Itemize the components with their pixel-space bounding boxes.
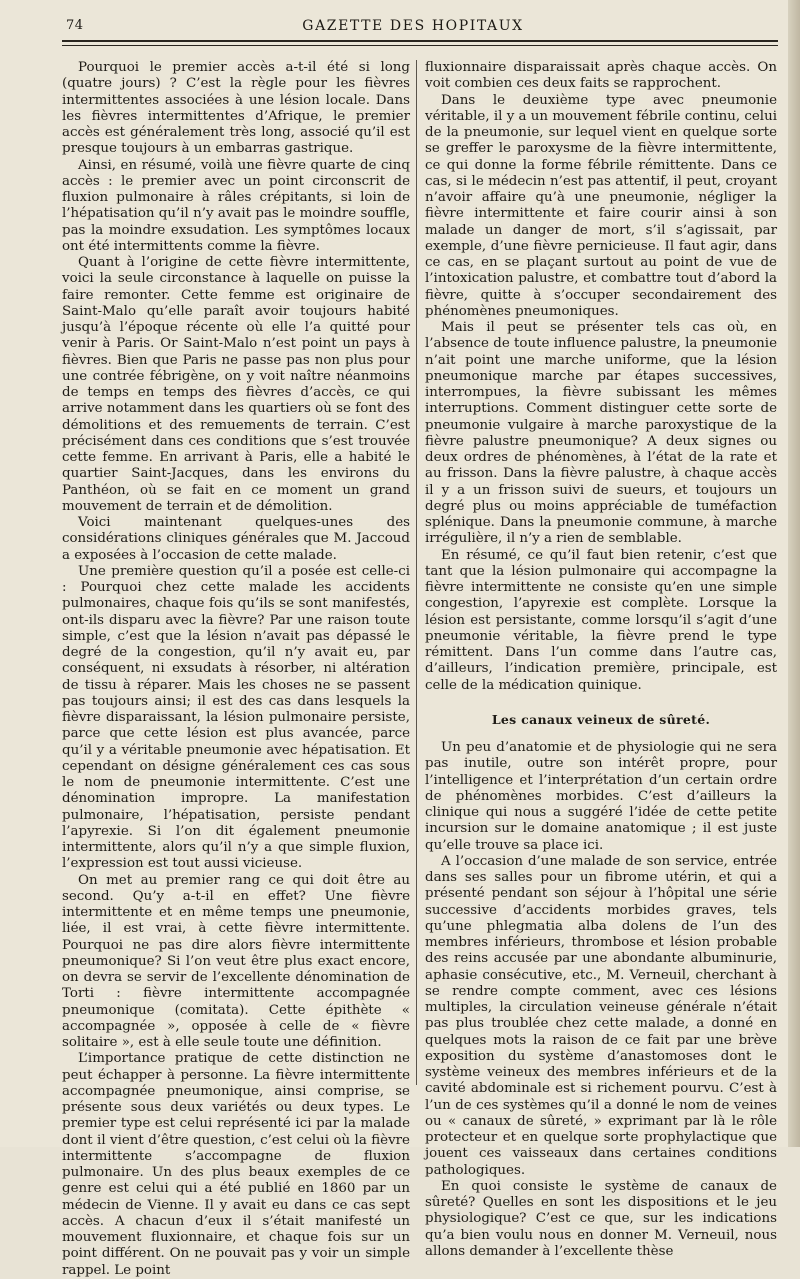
running-title: GAZETTE DES HOPITAUX	[302, 18, 524, 34]
header-rule	[62, 40, 778, 46]
paragraph: En quoi consiste le système de canaux de sûreté? Quelles en sont les dispositions et le jeu physiologique? C’est ce que, sur les indications qu’a bien voulu nous en donner M. Verneuil, nous allons demander à l’excellente thèse	[425, 1178, 777, 1259]
left-column	[62, 60, 410, 1279]
right-column	[425, 60, 777, 1260]
page-number: 74	[66, 18, 84, 33]
section-title: Les canaux veineux de sûreté.	[491, 711, 711, 727]
paragraph: Une première question qu’il a posée est celle-ci : Pourquoi chez cette malade les accidents pulmonaires, chaque fois qu’ils se sont manifestés, ont-ils disparu avec la fièvre? Par une raison toute simple, c’est que la lésion n’avait pas dépassé le degré de la congestion, qu’il n’y avait eu, par conséquent, ni exsudats à résorber, ni altération de tissu à réparer. Mais les choses ne se passent pas toujours ainsi; il est des cas dans lesquels la fièvre disparaissant, la lésion pulmonaire persiste, parce que cette lésion est plus avancée, parce qu’il y a véritable pneumonie avec hépatisation. Et cependant on désigne généralement ces cas sous le nom de pneumonie intermittente. C’est une dénomination impropre. La manifestation pulmonaire, l’hépatisation, persiste pendant l’apyrexie. Si l’on dit également pneumonie intermittente, alors qu’il n’y a que simple fluxion, l’expression est tout aussi vicieuse.	[62, 563, 410, 872]
paragraph: Pourquoi le premier accès a-t-il été si long (quatre jours) ? C’est la règle pour les fièvres intermittentes associées à une lésion locale. Dans les fièvres intermittentes d’Afrique, le premier accès est généralement très long, associé qu’il est presque toujours à un embarras gastrique.	[62, 60, 410, 157]
paragraph: On met au premier rang ce qui doit être au second. Qu’y a-t-il en effet? Une fièvre intermittente et en même temps une pneumonie, liée, il est vrai, à cette fièvre intermittente. Pourquoi ne pas dire alors fièvre intermittente pneumonique? Si l’on veut être plus exact encore, on devra se servir de l’excellente dénomination de Torti : fièvre intermittente accompagnée pneumonique (comitata). Cette épithète « accompagnée », opposée à celle de « fièvre solitaire », est à elle seule toute une définition.	[62, 872, 410, 1050]
paragraph: A l’occasion d’une malade de son service, entrée dans ses salles pour un fibrome utérin, et qui a présenté pendant son séjour à l’hôpital une série successive d’accidents morbides graves, tels qu’une phlegmatia alba dolens de l’un des membres inférieurs, thrombose et lésion probable des reins accusée par une abondante albuminurie, aphasie consécutive, etc., M. Verneuil, cherchant à se rendre compte comment, avec ces lésions multiples, la circulation veineuse générale n’était pas plus troublée chez cette malade, a donné en quelques mots la raison de ce fait par une brève exposition du système d’anastomoses dont le système veineux des membres inférieurs et de la cavité abdominale est si richement pourvu. C’est à l’un de ces systèmes qu’il a donné le nom de veines ou « canaux de sûreté, » exprimant par là le rôle protecteur et en quelque sorte prophylactique que jouent ces vaisseaux dans certaines conditions pathologiques.	[425, 853, 777, 1178]
paragraph: Dans le deuxième type avec pneumonie véritable, il y a un mouvement fébrile continu, celui de la pneumonie, sur lequel vient en quelque sorte se greffer le paroxysme de la fièvre intermittente, ce qui donne la forme fébrile rémittente. Dans ce cas, si le médecin n’est pas attentif, il peut, croyant n’avoir affaire qu’à une pneumonie, négliger la fièvre intermittente et faire courir ainsi à son malade un danger de mort, s’il s’agissait, par exemple, d’une fièvre pernicieuse. Il faut agir, dans ce cas, en se plaçant surtout au point de vue de l’intoxication palustre, et combattre tout d’abord la fièvre, quitte à s’occuper secondairement des phénomènes pneumoniques.	[425, 92, 777, 319]
paragraph: Un peu d’anatomie et de physiologie qui ne sera pas inutile, outre son intérêt propre, pour l’intelligence et l’interprétation d’un certain ordre de phénomènes morbides. C’est d’ailleurs la clinique qui nous a suggéré l’idée de cette petite incursion sur le domaine anatomique ; il est juste qu’elle trouve sa place ici.	[425, 740, 777, 853]
column-divider	[416, 60, 417, 1085]
page-header	[48, 18, 778, 40]
page-edge-shadow	[788, 0, 800, 1147]
paragraph: L’importance pratique de cette distinction ne peut échapper à personne. La fièvre intermittente accompagnée pneumonique, ainsi comprise, se présente sous deux variétés ou deux types. Le premier type est celui représenté ici par la malade dont il vient d’être question, c’est celui où la fièvre intermittente s’accompagne de fluxion pulmonaire. Un des plus beaux exemples de ce genre est celui qui a été publié en 1860 par un médecin de Vienne. Il y avait eu dans ce cas sept accès. A chacun d’eux il s’était manifesté un mouvement fluxionnaire, et chaque fois sur un point différent. On ne pouvait pas y voir un simple rappel. Le point	[62, 1051, 410, 1278]
paragraph: Voici maintenant quelques-unes des considérations cliniques générales que M. Jaccoud a exposées à l’occasion de cette malade.	[62, 515, 410, 563]
paragraph: Ainsi, en résumé, voilà une fièvre quarte de cinq accès : le premier avec un point circonscrit de fluxion pulmonaire à râles crépitants, si loin de l’hépatisation qu’il n’y avait pas le moindre souffle, pas la moindre exsudation. Les symptômes locaux ont été intermittents comme la fièvre.	[62, 157, 410, 254]
paragraph: fluxionnaire disparaissait après chaque accès. On voit combien ces deux faits se rapprochent.	[425, 60, 777, 92]
paragraph: Mais il peut se présenter tels cas où, en l’absence de toute influence palustre, la pneumonie n’ait point une marche uniforme, que la lésion pneumonique marche par étapes successives, interrompues, la fièvre subissant les mêmes interruptions. Comment distinguer cette sorte de pneumonie vulgaire à marche paroxystique de la fièvre palustre pneumonique? A deux signes ou deux ordres de phénomènes, à l’état de la rate et au frisson. Dans la fièvre palustre, à chaque accès il y a un frisson suivi de sueurs, et toujours un degré plus ou moins appréciable de tuméfaction splénique. Dans la pneumonie commune, à marche irrégulière, il n’y a rien de semblable.	[425, 320, 777, 547]
paragraph: En résumé, ce qu’il faut bien retenir, c’est que tant que la lésion pulmonaire qui accompagne la fièvre intermittente ne consiste qu’en une simple congestion, l’apyrexie est complète. Lorsque la lésion est persistante, comme lorsqu’il s’agit d’une pneumonie véritable, la fièvre prend le type rémittent. Dans l’un comme dans l’autre cas, d’ailleurs, l’indication première, principale, est celle de la médication quinique.	[425, 547, 777, 693]
paragraph: Quant à l’origine de cette fièvre intermittente, voici la seule circonstance à laquelle on puisse la faire remonter. Cette femme est originaire de Saint-Malo qu’elle paraît avoir toujours habité jusqu’à l’époque récente où elle l’a quitté pour venir à Paris. Or Saint-Malo n’est point un pays à fièvres. Bien que Paris ne passe pas non plus pour une contrée fébrigène, on y voit naître néanmoins de temps en temps des fièvres d’accès, ce qui arrive notamment dans les quartiers où se font des démolitions et des remuements de terrain. C’est précisément dans ces conditions que s’est trouvée cette femme. En arrivant à Paris, elle a habité le quartier Saint-Jacques, dans les environs du Panthéon, où se fait en ce moment un grand mouvement de terrain et de démolition.	[62, 255, 410, 514]
